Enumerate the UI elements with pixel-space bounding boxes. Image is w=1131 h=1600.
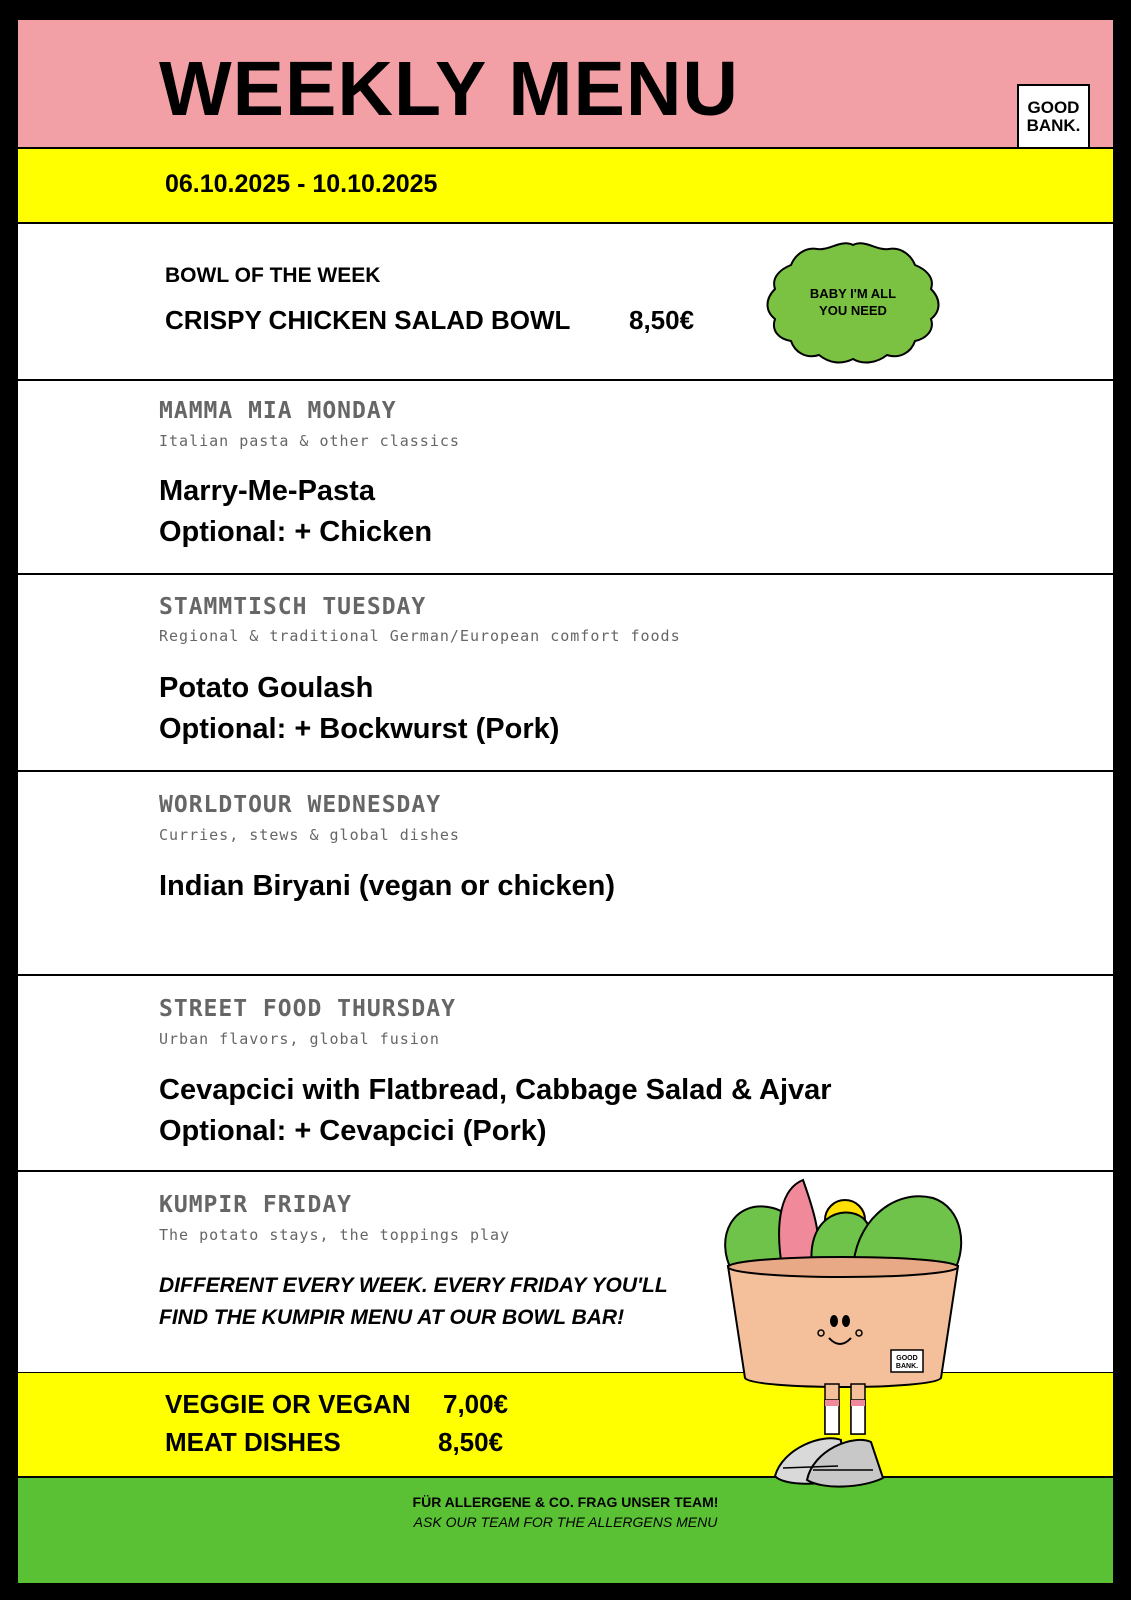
divider bbox=[18, 770, 1113, 772]
day-title-wednesday: WORLDTOUR WEDNESDAY bbox=[159, 792, 442, 818]
friday-note bbox=[159, 1270, 668, 1333]
day-subtitle-thursday: Urban flavors, global fusion bbox=[159, 1030, 440, 1048]
day-subtitle-wednesday: Curries, stews & global dishes bbox=[159, 826, 460, 844]
footer-line2: ASK OUR TEAM FOR THE ALLERGENS MENU bbox=[413, 1514, 718, 1530]
divider bbox=[18, 974, 1113, 976]
date-range: 06.10.2025 - 10.10.2025 bbox=[165, 170, 438, 198]
bowl-price: 8,50€ bbox=[629, 305, 695, 335]
day-subtitle-friday: The potato stays, the toppings play bbox=[159, 1226, 511, 1244]
divider bbox=[18, 379, 1113, 381]
mascot-logo-line2: BANK. bbox=[895, 1363, 919, 1370]
header-band bbox=[18, 20, 1113, 148]
bowl-heading: BOWL OF THE WEEK bbox=[165, 264, 381, 287]
dish-tuesday: Potato Goulash bbox=[159, 672, 374, 704]
day-subtitle-monday: Italian pasta & other classics bbox=[159, 432, 460, 450]
friday-note-line1: DIFFERENT EVERY WEEK. EVERY FRIDAY YOU'LL bbox=[159, 1274, 668, 1297]
salad-bowl-mascot-icon bbox=[713, 1178, 973, 1498]
friday-note-line2: FIND THE KUMPIR MENU AT OUR BOWL BAR! bbox=[159, 1305, 625, 1329]
logo-line1: GOOD bbox=[1027, 97, 1080, 117]
optional-monday: Optional: + Chicken bbox=[159, 516, 433, 548]
dish-monday: Marry-Me-Pasta bbox=[159, 475, 375, 507]
divider bbox=[18, 573, 1113, 575]
day-title-thursday: STREET FOOD THURSDAY bbox=[159, 996, 456, 1022]
day-title-friday: KUMPIR FRIDAY bbox=[159, 1192, 353, 1218]
day-title-tuesday: STAMMTISCH TUESDAY bbox=[159, 594, 427, 620]
optional-tuesday: Optional: + Bockwurst (Pork) bbox=[159, 713, 560, 745]
dish-thursday: Cevapcici with Flatbread, Cabbage Salad & Ajvar bbox=[159, 1074, 832, 1106]
bowl-name: CRISPY CHICKEN SALAD BOWL bbox=[165, 305, 571, 335]
date-band bbox=[18, 149, 1113, 223]
dish-wednesday: Indian Biryani (vegan or chicken) bbox=[159, 870, 616, 902]
meat-price: 8,50€ bbox=[438, 1427, 504, 1457]
day-subtitle-tuesday: Regional & traditional German/European comfort foods bbox=[159, 627, 681, 645]
logo bbox=[1017, 84, 1090, 149]
meat-label: MEAT DISHES bbox=[165, 1427, 341, 1457]
badge-line1: BABY I'M ALL bbox=[809, 286, 897, 301]
badge-line2: YOU NEED bbox=[819, 302, 887, 318]
badge-text bbox=[778, 286, 928, 320]
menu-page bbox=[18, 20, 1113, 1583]
veggie-label: VEGGIE OR VEGAN bbox=[165, 1389, 411, 1419]
optional-thursday: Optional: + Cevapcici (Pork) bbox=[159, 1115, 547, 1147]
divider bbox=[18, 222, 1113, 224]
page-title: WEEKLY MENU bbox=[159, 46, 740, 132]
divider bbox=[18, 1170, 1113, 1172]
footer-line1: FÜR ALLERGENE & CO. FRAG UNSER TEAM! bbox=[412, 1494, 719, 1510]
day-title-monday: MAMMA MIA MONDAY bbox=[159, 398, 397, 424]
veggie-price: 7,00€ bbox=[443, 1389, 509, 1419]
mascot-logo-line1: GOOD bbox=[896, 1355, 918, 1362]
logo-line2: BANK. bbox=[1026, 115, 1081, 135]
